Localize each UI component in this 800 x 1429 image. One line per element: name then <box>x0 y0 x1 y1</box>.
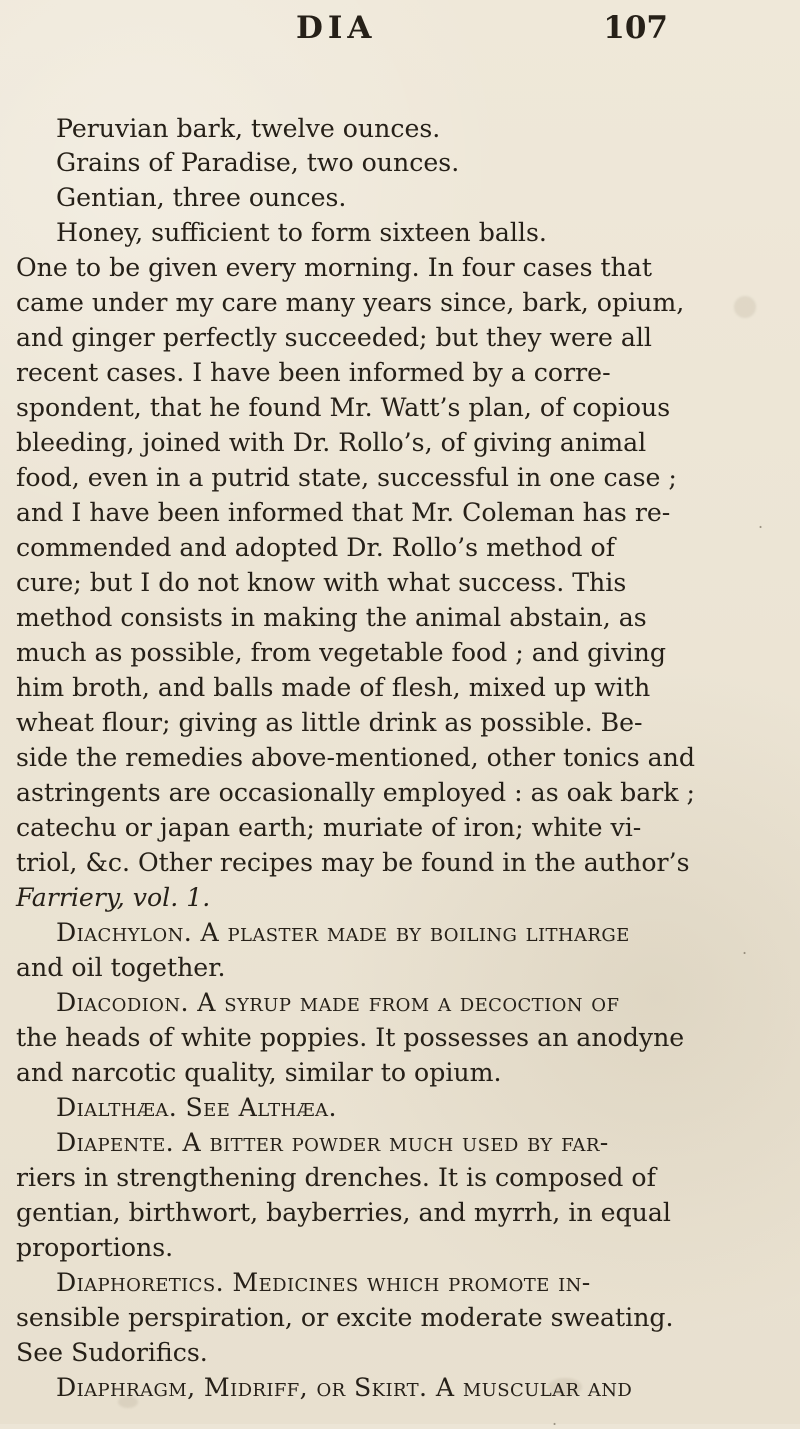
text-line: proportions. <box>16 1233 174 1262</box>
print-speck: . <box>742 939 748 958</box>
dictionary-entry-line: Diachylon. A plaster made by boiling litharge <box>56 918 630 947</box>
page-header <box>0 6 800 52</box>
text-line: See Sudorifics. <box>16 1338 208 1367</box>
dictionary-entry-line: Diaphoretics. Medicines which promote in- <box>56 1268 591 1297</box>
text-line: commended and adopted Dr. Rollo’s method of <box>16 533 616 562</box>
text-line: riers in strengthening drenches. It is composed of <box>16 1163 656 1192</box>
print-speck: . <box>552 1410 558 1429</box>
text-line: side the remedies above-mentioned, other tonics and <box>16 743 696 772</box>
text-line: food, even in a putrid state, successful in one case ; <box>16 463 677 492</box>
text-line: Honey, sufficient to form sixteen balls. <box>56 218 547 247</box>
text-line: the heads of white poppies. It possesses an anodyne <box>16 1023 685 1052</box>
text-line: method consists in making the animal abstain, as <box>16 603 647 632</box>
running-head: DIA <box>296 10 377 46</box>
dictionary-entry-line: Diaphragm, Midriff, or Skirt. A muscular and <box>56 1373 633 1402</box>
text-line: bleeding, joined with Dr. Rollo’s, of giving animal <box>16 428 647 457</box>
print-speck: . <box>758 513 764 532</box>
text-line: sensible perspiration, or excite moderate sweating. <box>16 1303 674 1332</box>
text-line: catechu or japan earth; muriate of iron; white vi- <box>16 813 642 842</box>
text-line: cure; but I do not know with what success. This <box>16 568 627 597</box>
text-line: and oil together. <box>16 953 226 982</box>
text-line: spondent, that he found Mr. Watt’s plan, of copious <box>16 393 671 422</box>
page-number: 107 <box>603 10 668 46</box>
text-line: Farriery, vol. 1. <box>16 883 211 912</box>
text-line: and ginger perfectly succeeded; but they were all <box>16 323 652 352</box>
text-line: Gentian, three ounces. <box>56 183 347 212</box>
text-line: and narcotic quality, similar to opium. <box>16 1058 502 1087</box>
text-line: astringents are occasionally employed : as oak bark ; <box>16 778 696 807</box>
text-line: came under my care many years since, bark, opium, <box>16 288 685 317</box>
text-line: Grains of Paradise, two ounces. <box>56 148 460 177</box>
text-line: gentian, birthwort, bayberries, and myrrh, in equal <box>16 1198 671 1227</box>
dictionary-entry-line: Dialthæa. See Althæa. <box>56 1093 337 1122</box>
text-line: and I have been informed that Mr. Coleman has re- <box>16 498 671 527</box>
text-line: him broth, and balls made of flesh, mixed up with <box>16 673 651 702</box>
text-line: Peruvian bark, twelve ounces. <box>56 114 441 143</box>
dictionary-entry-line: Diapente. A bitter powder much used by far- <box>56 1128 609 1157</box>
text-line: triol, &c. Other recipes may be found in the author’s <box>16 848 690 877</box>
text-line: wheat flour; giving as little drink as possible. Be- <box>16 708 643 737</box>
dictionary-entry-line: Diacodion. A syrup made from a decoction of <box>56 988 620 1017</box>
text-line: much as possible, from vegetable food ; and giving <box>16 638 666 667</box>
text-line: One to be given every morning. In four cases that <box>16 253 652 282</box>
body-text <box>0 58 800 1402</box>
text-line: recent cases. I have been informed by a corre- <box>16 358 611 387</box>
